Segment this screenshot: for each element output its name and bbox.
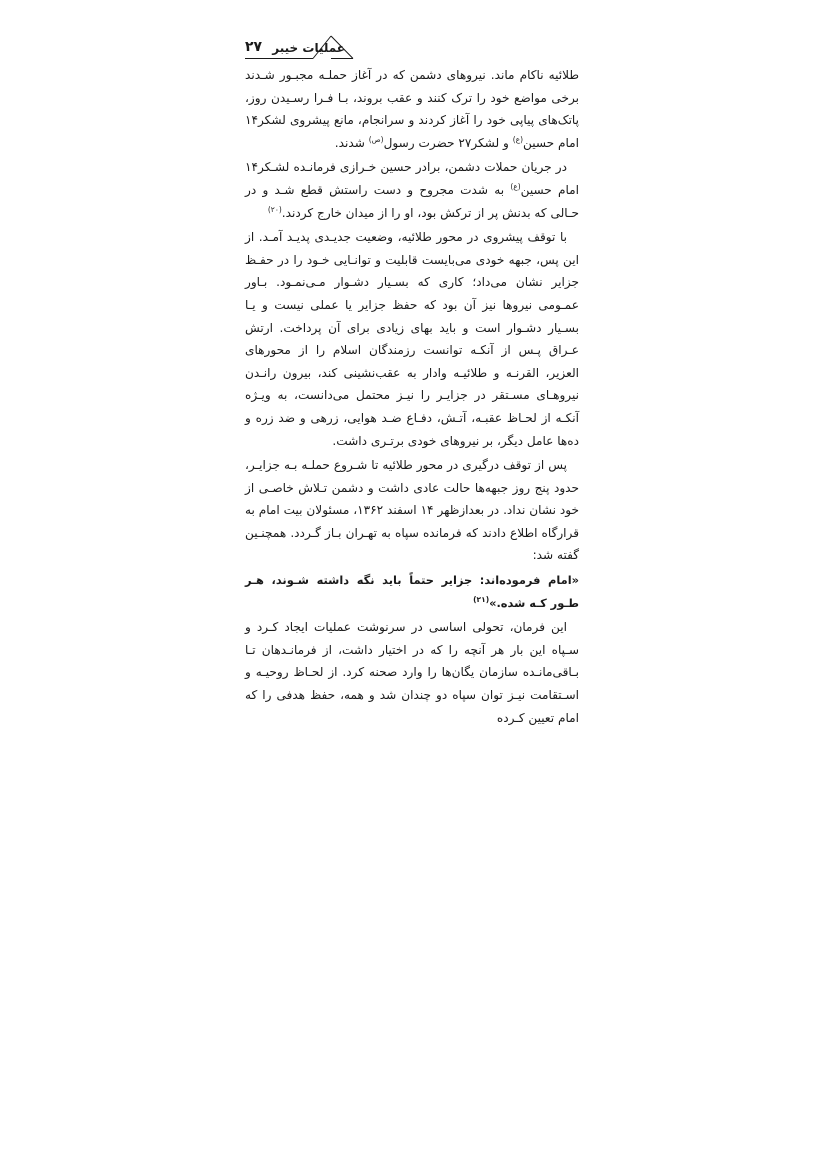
quotation-text: «امام فرموده‌اند: جزایر حتماً باید نگه داشته شـوند، هـر طـور کـه شده.» [245, 573, 579, 610]
running-head [245, 34, 577, 64]
footnote-ref: (۲۱) [473, 594, 490, 604]
paragraph-4: پس از توقف درگیری در محور طلائیه تا شـروع حملـه بـه جزایـر، حدود پنج روز جبهه‌ها حالت عادی داشت و دشمن تـلاش خاصـی از خود نشان نداد. در بعدازظهر ۱۴ اسفند ۱۳۶۲، مسئولان بیت امام به قرارگاه اطلاع دادند که فرمانده سپاه به تهـران بـاز گـردد. همچنـین گفته شد: [245, 458, 579, 563]
paragraph-5: این فرمان، تحولی اساسی در سرنوشت عملیات ایجاد کـرد و سـپاه این بار هر آنچه را که در اختیار داشت، از فرمانـدهان تـا بـاقی‌مانـده سازمان یگان‌ها را وارد صحنه کرد. از لحـاظ روحیـه و اسـتقامت نیـز توان سپاه دو چندان شد و همه، حفظ هدفی را که امام تعیین کـرده [245, 620, 579, 725]
paragraph-2 [245, 156, 579, 224]
honorific-mark: (ع) [510, 181, 521, 191]
paragraph-1-end: شدند. [334, 135, 369, 150]
paragraph-3: با توقف پیشروی در محور طلائیه، وضعیت جدیـدی پدیـد آمـد. از این پس، جبهه خودی می‌بایست قابلیت و توانـایی خـود را در حفـظ جزایر نشان می‌داد؛ کاری که بسـیار دشـوار مـی‌نمـود. بـاور عمـومی نیروها نیز آن بود که حفظ جزایر یا عملی نیست و یـا بسـیار دشـوار است و باید بهای زیادی برای آن پرداخت. ارتش عـراق پـس از آنکـه توانست رزمندگان اسلام را از محورهای العزیر، القرنـه و طلائیـه وادار به عقب‌نشینی کند، بیرون رانـدن نیروهـای مسـتقر در جزایـر را نیـز محتمل می‌دانست، به ویـژه آنکـه از لحـاظ عقبـه، آتـش، دفـاع ضـد هوایی، زرهی و ضد زره و ده‌ها عامل دیگر، بر نیروهای خودی برتـری داشت. [245, 230, 579, 448]
body-text [245, 64, 579, 731]
paragraph-1-mid: و لشکر۲۷ حضرت رسول [383, 135, 513, 150]
paragraph-2-end: به شدت مجروح و دست راستش قطع شـد و در حـالی که بدنش پر از ترکش بود، او را از میدان خارج کردند. [245, 182, 579, 220]
footnote-ref: (۲۰) [267, 204, 282, 214]
running-title: عملیات خیبر [272, 41, 345, 55]
paragraph-1 [245, 64, 579, 154]
quotation [245, 569, 579, 614]
paragraph-2-text: در جریان حملات دشمن، برادر حسین خـرازی فرمانـده لشـکر۱۴ امام حسین [245, 160, 579, 197]
honorific-mark: (ص) [368, 134, 384, 144]
honorific-mark: (ع) [512, 134, 524, 144]
page-number: ۲۷ [245, 39, 263, 55]
paragraph-1-text: طلائیه ناکام ماند. نیروهای دشمن که در آغاز حملـه مجبـور شـدند برخی مواضع خود را ترک کنند و عقب بروند، بـا فـرا رسـیدن روز، پاتک‌های پیاپی خود را آغاز کردند و سرانجام، مانع پیشروی لشکر۱۴ امام حسین [245, 68, 579, 150]
